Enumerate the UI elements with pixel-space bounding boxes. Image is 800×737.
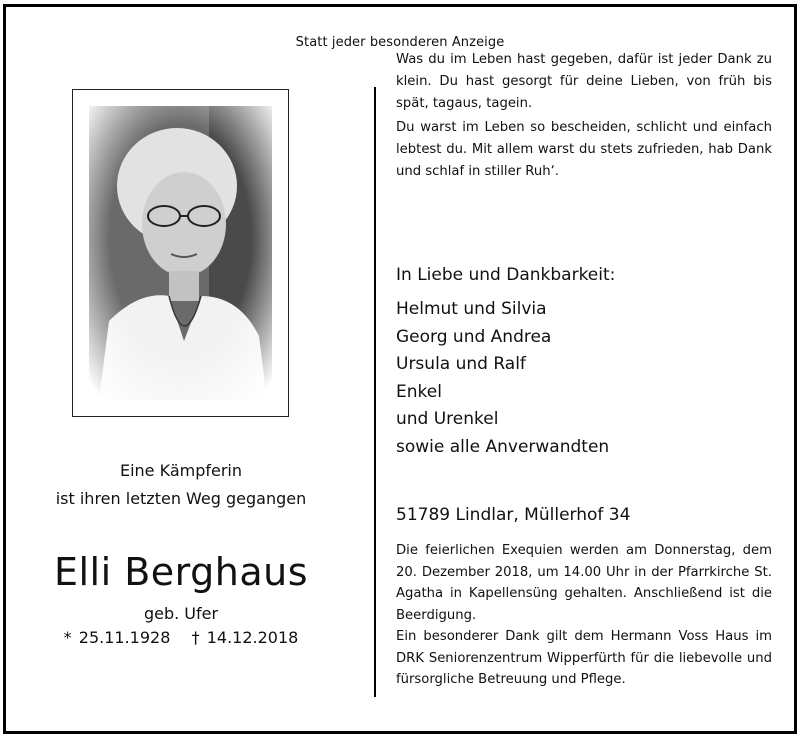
thanks-title: In Liebe und Dankbarkeit:: [396, 265, 616, 285]
obituary-frame: [3, 4, 797, 734]
address: 51789 Lindlar, Müllerhof 34: [396, 505, 631, 525]
family-list: [396, 296, 772, 461]
thanks-notice: Ein besonderer Dank gilt dem Hermann Voss Haus im DRK Seniorenzentrum Wipperfürth für die liebevolle und fürsorgliche Betreuung und Pflege.: [396, 629, 772, 687]
family-member: Enkel: [396, 381, 442, 402]
verse-1: Was du im Leben hast gegeben, dafür ist jeder Dank zu klein. Du hast gesorgt für deine Lieben, von früh bis spät, tagaus, tagein.: [396, 52, 772, 111]
portrait-photo: [89, 106, 272, 400]
tagline-line-1: Eine Kämpferin: [119, 461, 243, 480]
column-divider: [374, 87, 376, 697]
family-member: sowie alle Anverwandten: [396, 436, 610, 457]
tagline-line-2: ist ihren letzten Weg gegangen: [55, 489, 307, 508]
family-member: Helmut und Silvia: [396, 299, 547, 319]
header-line: Statt jeder besonderen Anzeige: [295, 35, 505, 50]
birth-name: geb. Ufer: [143, 604, 219, 623]
portrait-figure: [89, 106, 272, 400]
verse-2: Du warst im Leben so bescheiden, schlicht und einfach lebtest du. Mit allem warst du stets zufrieden, hab Dank und schlaf in stiller Ruh‘.: [396, 120, 772, 179]
life-dates: * 25.11.1928 † 14.12.2018: [63, 628, 299, 647]
family-member: Ursula und Ralf: [396, 354, 526, 374]
deceased-name: Elli Berghaus: [53, 550, 309, 594]
funeral-notice: Die feierlichen Exequien werden am Donnerstag, dem 20. Dezember 2018, um 14.00 Uhr in der Pfarrkirche St. Agatha in Kapellensüng gehalten. Anschließend ist die Beerdigung.: [396, 543, 772, 623]
portrait-frame: [72, 89, 289, 417]
family-member: und Urenkel: [396, 409, 499, 429]
family-member: Georg und Andrea: [396, 326, 552, 347]
